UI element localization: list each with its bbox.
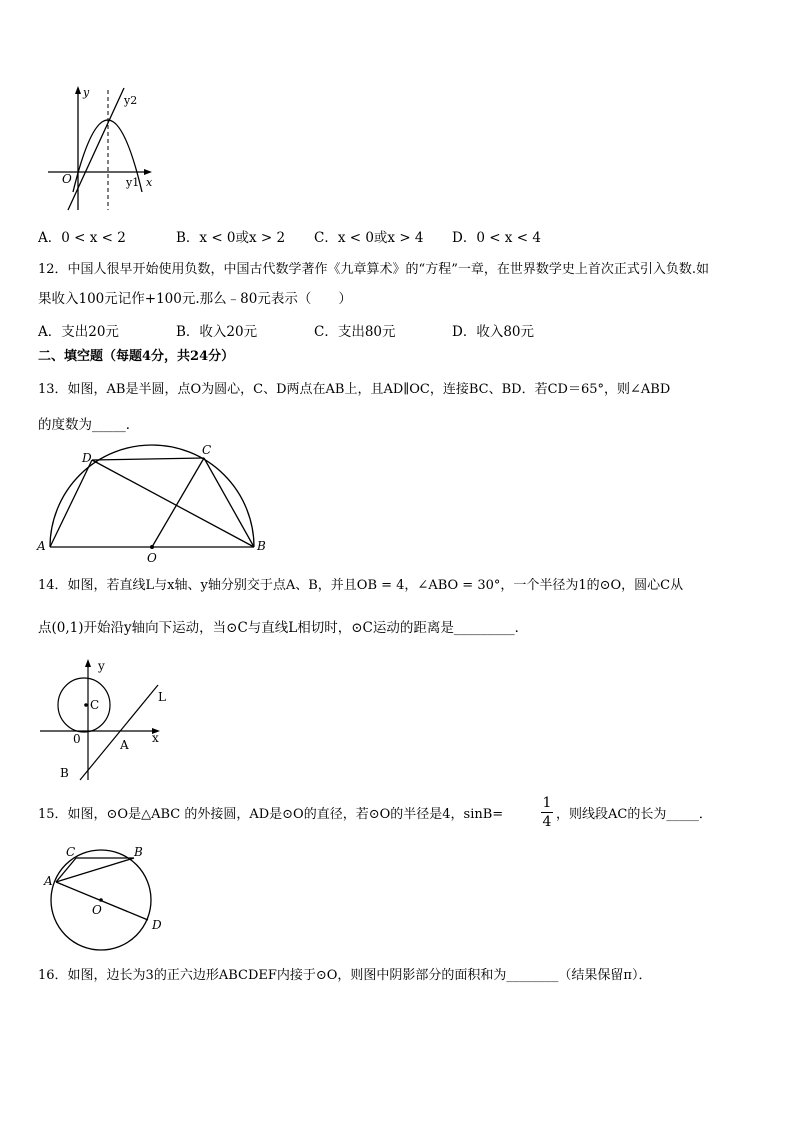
q12-option-b: B．收入20元 xyxy=(176,324,258,340)
label-o: O xyxy=(147,551,157,565)
label-y: y xyxy=(98,659,105,673)
q11-option-b: B．x < 0或x > 2 xyxy=(176,230,286,246)
q12-option-c: C．支出80元 xyxy=(314,324,396,340)
center-o-dot xyxy=(99,898,103,902)
origin-label: O xyxy=(62,172,72,186)
y2-label: y2 xyxy=(124,94,138,107)
center-o-dot xyxy=(150,545,154,549)
q12-text-line2: 果收入100元记作+100元.那么﹣80元表示（ ） xyxy=(38,291,352,307)
fraction-bar xyxy=(541,812,553,813)
label-b: B xyxy=(257,539,266,553)
q11-parabola-graph xyxy=(38,82,168,212)
y-label: y xyxy=(83,86,90,99)
y-axis-arrow xyxy=(75,86,81,94)
segment-oc xyxy=(152,458,204,547)
segment-ad xyxy=(50,460,92,547)
segment-ab xyxy=(56,858,134,882)
fraction-numerator: 1 xyxy=(542,795,552,811)
label-c: C xyxy=(90,698,100,712)
label-a: A xyxy=(37,539,46,553)
y-axis-arrow xyxy=(85,659,91,667)
x-axis-arrow xyxy=(144,169,152,175)
circle-c xyxy=(58,678,110,732)
label-l: L xyxy=(158,690,166,704)
q14-text-line2: 点(0,1)开始沿y轴向下运动，当⊙C与直线L相切时，⊙C运动的距离是_________． xyxy=(38,620,529,636)
q13-semicircle-figure xyxy=(34,440,284,565)
q12-text-line1: 12．中国人很早开始使用负数，中国古代数学著作《九章算术》的“方程”一章，在世界数学史上首次正式引入负数.如 xyxy=(38,262,709,277)
label-a: A xyxy=(44,874,53,888)
q11-option-d: D．0 < x < 4 xyxy=(452,230,541,246)
q12-option-a: A．支出20元 xyxy=(38,324,119,340)
section-fill-in-heading: 二、填空题（每题4分，共24分） xyxy=(38,349,235,364)
label-o: O xyxy=(92,903,102,917)
q16-text-line1: 16．如图，边长为3的正六边形ABCDEF内接于⊙O，则图中阴影部分的面积和为________（结果保留π）． xyxy=(38,968,652,983)
x-label: x xyxy=(146,176,153,189)
q15-fraction xyxy=(541,795,553,830)
line-y2 xyxy=(68,88,124,210)
q11-option-a: A．0 < x < 2 xyxy=(38,230,126,246)
center-c-dot xyxy=(84,703,88,707)
label-c: C xyxy=(202,443,212,457)
semicircle-arc xyxy=(50,445,254,547)
q15-circle-figure xyxy=(38,840,178,960)
q13-text-line1: 13．如图，AB是半圆，点O为圆心，C、D两点在AB上，且AD∥OC，连接BC、BD．若CD＝65°，则∠ABD xyxy=(38,382,671,397)
label-x: x xyxy=(152,731,159,745)
fraction-denominator: 4 xyxy=(542,814,552,830)
label-a: A xyxy=(120,738,129,752)
q12-option-d: D．收入80元 xyxy=(452,324,535,340)
q13-text-line2: 的度数为_____． xyxy=(38,417,140,433)
q14-text-line1: 14．如图，若直线L与x轴、y轴分别交于点A、B，并且OB = 4，∠ABO = 30°，一个半径为1的⊙O，圆心C从 xyxy=(38,578,684,593)
label-0: 0 xyxy=(73,732,81,746)
q15-text-before: 15．如图，⊙O是△ABC 的外接圆，AD是⊙O的直径，若⊙O的半径是4，sinB= xyxy=(38,807,504,822)
q15-text-after: ，则线段AC的长为_____． xyxy=(556,807,712,822)
label-b: B xyxy=(134,845,143,859)
label-b: B xyxy=(60,766,69,780)
label-d: D xyxy=(82,451,92,465)
y1-label: y1 xyxy=(126,176,140,189)
q11-option-c: C．x < 0或x > 4 xyxy=(314,230,424,246)
segment-dc xyxy=(92,458,204,460)
label-d: D xyxy=(152,918,162,932)
label-c: C xyxy=(66,845,76,859)
q14-figure xyxy=(38,655,178,785)
